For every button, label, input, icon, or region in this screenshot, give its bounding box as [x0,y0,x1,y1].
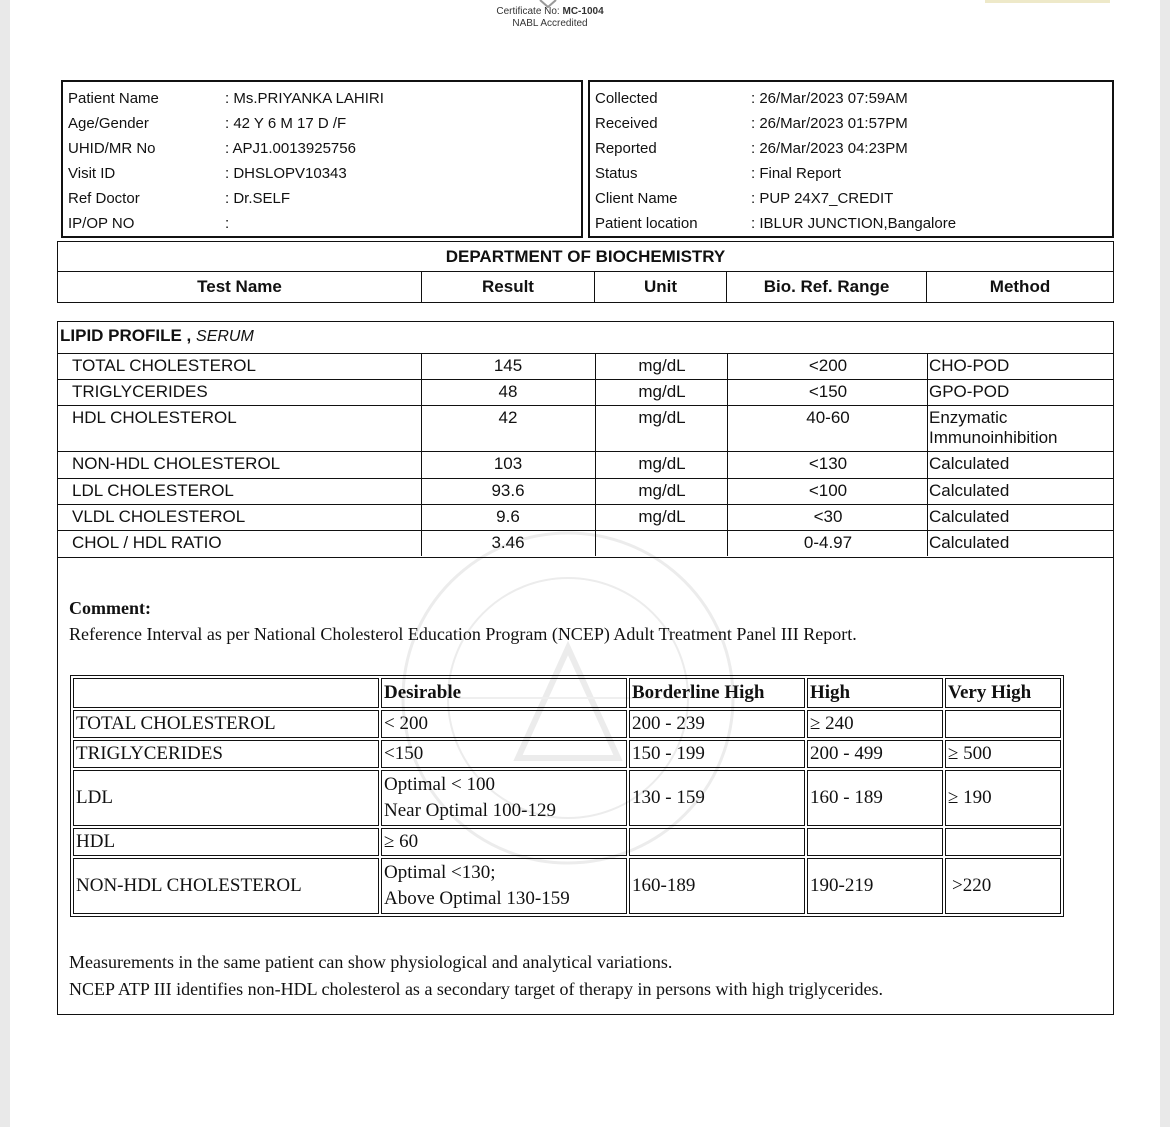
ref-header-row [73,678,1061,708]
result-cell-test: CHOL / HDL RATIO [72,533,222,552]
result-cell-unit: mg/dL [638,507,686,526]
result-row [58,504,1113,531]
col-test-name: Test Name [58,272,422,302]
result-cell-test: NON-HDL CHOLESTEROL [72,454,281,473]
ref-cell-very-high [945,710,1061,738]
column-divider [727,353,728,556]
result-cell-unit [596,531,728,533]
patient-info-box [61,80,583,238]
column-header-row [57,271,1114,303]
result-cell-range: <130 [808,454,848,473]
ref-cell-high [807,828,943,856]
method-line: CHO-POD [929,356,1010,375]
ref-cell-very-high [945,828,1061,856]
result-cell-result: 145 [493,356,523,375]
ref-cell-very-high: ≥ 190 [945,770,1061,826]
patient-field-label: Visit ID [68,165,116,182]
result-cell-test: TOTAL CHOLESTEROL [72,356,256,375]
ref-cell-name: NON-HDL CHOLESTEROL [73,858,379,914]
column-divider [421,353,422,556]
result-cell-method [929,406,1113,448]
sample-field-label: Collected [595,90,658,107]
result-row [58,451,1113,479]
ref-cell-high: 200 - 499 [807,740,943,768]
column-divider [927,353,928,556]
ref-header-high: High [807,678,943,708]
ref-row [73,710,1061,738]
footer-note-2: NCEP ATP III identifies non-HDL cholesterol as a secondary target of therapy in persons with high triglycerides. [69,979,883,999]
sample-field-value: : 26/Mar/2023 07:59AM [751,90,908,107]
result-cell-result: 9.6 [496,507,520,526]
result-cell-method [929,505,1113,527]
profile-title: LIPID PROFILE , SERUM [60,326,254,345]
result-cell-unit: mg/dL [638,356,686,375]
method-line: Calculated [929,507,1010,526]
ref-cell-desirable [381,770,627,826]
ref-cell-desirable: <150 [381,740,627,768]
result-cell-unit: mg/dL [638,382,686,401]
page-edge-right [1160,0,1170,1127]
result-cell-method [929,452,1113,474]
result-cell-result: 93.6 [491,481,525,500]
patient-field-label: UHID/MR No [68,140,156,157]
result-row [58,530,1113,558]
result-cell-unit: mg/dL [638,454,686,473]
ref-cell-borderline: 160-189 [629,858,805,914]
ref-row [73,770,1061,826]
ref-cell-borderline: 150 - 199 [629,740,805,768]
result-cell-test: LDL CHOLESTEROL [72,481,234,500]
sample-field-label: Patient location [595,215,698,232]
patient-field-value: : 42 Y 6 M 17 D /F [225,115,347,132]
ref-cell-line: Above Optimal 130-159 [384,888,570,909]
ref-cell-desirable [381,858,627,914]
sample-field-value: : Final Report [751,165,842,182]
result-cell-unit: mg/dL [638,408,686,427]
result-cell-range: <30 [813,507,843,526]
patient-field-value: : DHSLOPV10343 [225,165,347,182]
ref-cell-borderline: 200 - 239 [629,710,805,738]
result-cell-result: 42 [498,408,518,427]
result-cell-result: 103 [493,454,523,473]
department-title: DEPARTMENT OF BIOCHEMISTRY [57,241,1114,272]
page-edge-left [0,0,10,1127]
ref-cell-name: HDL [73,828,379,856]
reference-interval-table [70,675,1064,917]
result-cell-unit: mg/dL [638,481,686,500]
sample-field-label: Received [595,115,658,132]
ref-cell-line: Optimal <130; [384,862,496,883]
patient-field-value: : APJ1.0013925756 [225,140,356,157]
sample-field-label: Client Name [595,190,678,207]
ref-cell-high: 190-219 [807,858,943,914]
ref-cell-desirable: < 200 [381,710,627,738]
result-cell-range: <200 [808,356,848,375]
sample-field-label: Status [595,165,638,182]
result-cell-range: 0-4.97 [803,533,853,552]
patient-field-value: : Ms.PRIYANKA LAHIRI [225,90,384,107]
ref-cell-high: ≥ 240 [807,710,943,738]
method-line: Calculated [929,533,1010,552]
result-cell-test: HDL CHOLESTEROL [72,408,237,427]
ref-header-desirable: Desirable [381,678,627,708]
result-cell-test: VLDL CHOLESTEROL [72,507,246,526]
ref-cell-very-high: >220 [945,858,1061,914]
result-row [58,478,1113,505]
ref-cell-very-high: ≥ 500 [945,740,1061,768]
result-cell-result: 48 [498,382,518,401]
ref-header-blank [73,678,379,708]
ref-cell-line: Optimal < 100 [384,774,495,795]
ref-row [73,858,1061,914]
result-row [58,353,1113,380]
result-cell-test: TRIGLYCERIDES [72,382,208,401]
page-edge-top [985,0,1110,3]
sample-field-value: : PUP 24X7_CREDIT [751,190,894,207]
patient-field-label: Patient Name [68,90,159,107]
method-line: Enzymatic [929,408,1008,427]
ref-cell-name: TRIGLYCERIDES [73,740,379,768]
method-line: Calculated [929,481,1010,500]
ref-cell-name: LDL [73,770,379,826]
sample-field-value: : 26/Mar/2023 01:57PM [751,115,908,132]
patient-field-label: Age/Gender [68,115,149,132]
sample-field-label: Reported [595,140,657,157]
method-line: Calculated [929,454,1010,473]
certificate-info: Certificate No: MC-1004 NABL Accredited [496,6,604,29]
result-cell-result: 3.46 [491,533,525,552]
result-cell-range: <150 [808,382,848,401]
column-divider [595,353,596,556]
result-cell-method [929,380,1113,402]
method-line: Immunoinhibition [929,428,1058,447]
ref-header-very-high: Very High [945,678,1061,708]
patient-field-label: IP/OP NO [68,215,135,232]
sample-info-box [588,80,1114,238]
result-cell-range: 40-60 [806,408,850,427]
result-cell-method [929,354,1113,376]
col-ref-range: Bio. Ref. Range [727,272,927,302]
patient-field-value: : Dr.SELF [225,190,291,207]
ref-header-borderline: Borderline High [629,678,805,708]
result-row [58,379,1113,406]
sample-field-value: : IBLUR JUNCTION,Bangalore [751,215,957,232]
ref-cell-high: 160 - 189 [807,770,943,826]
sample-field-value: : 26/Mar/2023 04:23PM [751,140,908,157]
comment-heading: Comment: [69,598,151,618]
footer-note-1: Measurements in the same patient can show physiological and analytical variations. [69,952,673,972]
result-cell-range: <100 [808,481,848,500]
patient-field-value: : [225,215,230,232]
comment-text: Reference Interval as per National Cholesterol Education Program (NCEP) Adult Treatment Panel III Report. [69,624,857,644]
result-row [58,405,1113,452]
result-cell-method [929,479,1113,501]
patient-field-label: Ref Doctor [68,190,140,207]
ref-cell-line: Near Optimal 100-129 [384,800,557,821]
col-unit: Unit [595,272,727,302]
ref-row [73,828,1061,856]
ref-cell-borderline: 130 - 159 [629,770,805,826]
ref-cell-borderline [629,828,805,856]
ref-cell-name: TOTAL CHOLESTEROL [73,710,379,738]
col-result: Result [422,272,595,302]
result-cell-method [929,531,1113,553]
ref-cell-desirable: ≥ 60 [381,828,627,856]
col-method: Method [989,277,1051,296]
method-line: GPO-POD [929,382,1010,401]
ref-row [73,740,1061,768]
